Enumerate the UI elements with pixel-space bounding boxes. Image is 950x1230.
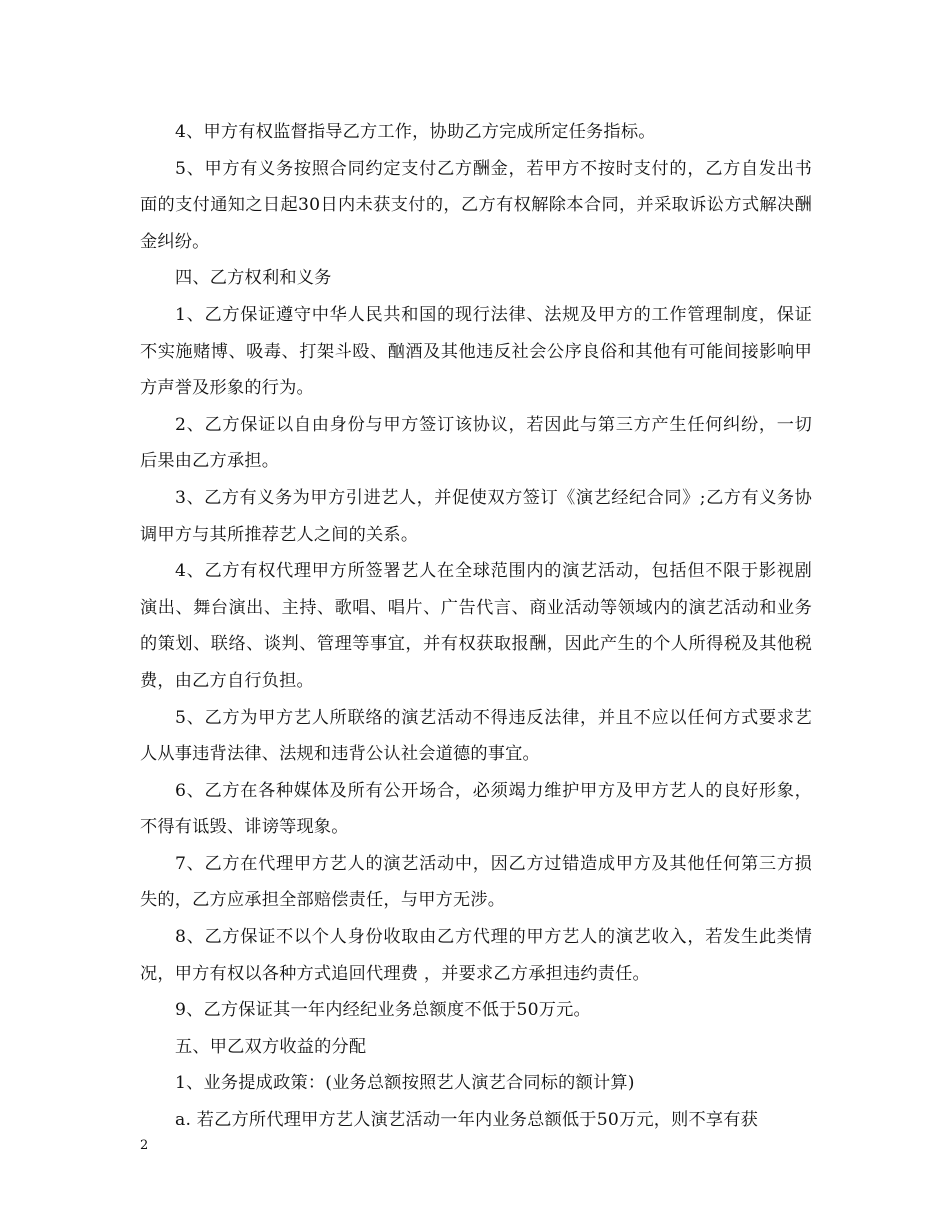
paragraph-clause-4-9: 9、乙方保证其一年内经纪业务总额度不低于50万元。	[175, 1000, 591, 1021]
paragraph-clause-4-4: 4、乙方有权代理甲方所签署艺人在全球范围内的演艺活动，包括但不限于影视剧演出、舞台演出、主持、歌唱、唱片、广告代言、商业活动等领域内的演艺活动和业务的策划、联络、谈判、管理等事宜，并有权获取报酬，因此产生的个人所得税及其他税费，由乙方自行负担。	[140, 561, 812, 691]
paragraph-clause-5-1: 1、业务提成政策：(业务总额按照艺人演艺合同标的额计算)	[175, 1073, 635, 1094]
paragraph-clause-4-7: 7、乙方在代理甲方艺人的演艺活动中，因乙方过错造成甲方及其他任何第三方损失的，乙方应承担全部赔偿责任，与甲方无涉。	[140, 853, 812, 911]
paragraph-clause-4-5: 5、乙方为甲方艺人所联络的演艺活动不得违反法律，并且不应以任何方式要求艺人从事违背法律、法规和违背公认社会道德的事宜。	[140, 707, 812, 765]
paragraph-clause-3-5: 5、甲方有义务按照合同约定支付乙方酬金，若甲方不按时支付的，乙方自发出书面的支付通知之日起30日内未获支付的，乙方有权解除本合同，并采取诉讼方式解决酬金纠纷。	[140, 158, 812, 252]
paragraph-clause-4-3: 3、乙方有义务为甲方引进艺人，并促使双方签订《演艺经纪合同》;乙方有义务协调甲方与其所推荐艺人之间的关系。	[140, 487, 812, 545]
paragraph-clause-3-4: 4、甲方有权监督指导乙方工作，协助乙方完成所定任务指标。	[175, 122, 656, 142]
section-heading-5: 五、甲乙双方收益的分配	[175, 1036, 367, 1057]
paragraph-clause-4-8: 8、乙方保证不以个人身份收取由乙方代理的甲方艺人的演艺收入，若发生此类情况，甲方有权以各种方式追回代理费 ，并要求乙方承担违约责任。	[140, 927, 812, 984]
paragraph-clause-4-6: 6、乙方在各种媒体及所有公开场合，必须竭力维护甲方及甲方艺人的良好形象，不得有诋毁、诽谤等现象。	[140, 780, 812, 838]
section-heading-4: 四、乙方权利和义务	[175, 268, 332, 289]
paragraph-clause-4-2: 2、乙方保证以自由身份与甲方签订该协议，若因此与第三方产生任何纠纷，一切后果由乙方承担。	[140, 414, 812, 472]
page-number: 2	[140, 1138, 149, 1153]
paragraph-clause-4-1: 1、乙方保证遵守中华人民共和国的现行法律、法规及甲方的工作管理制度，保证不实施赌博、吸毒、打架斗殴、酗酒及其他违反社会公序良俗和其他有可能间接影响甲方声誉及形象的行为。	[140, 304, 812, 399]
paragraph-clause-5-1-a: a. 若乙方所代理甲方艺人演艺活动一年内业务总额低于50万元，则不享有获	[175, 1110, 759, 1131]
document-body	[140, 114, 812, 1139]
